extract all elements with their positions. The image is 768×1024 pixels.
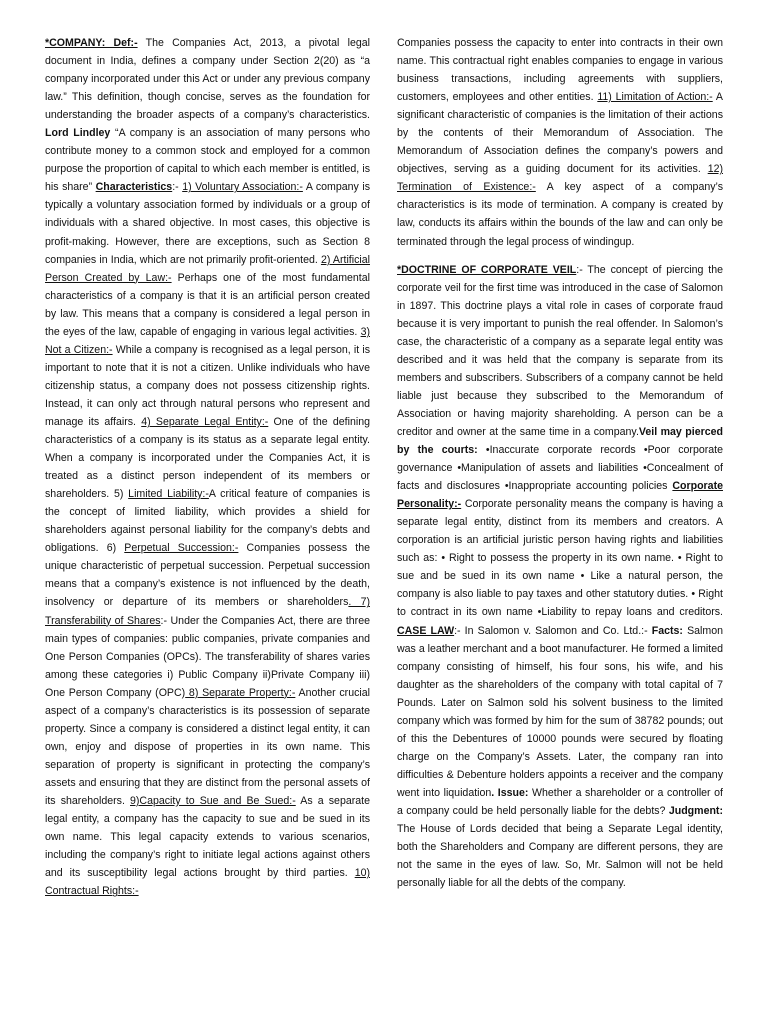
- company-section: [45, 34, 370, 900]
- c6-title: Perpetual Succession:-: [124, 542, 239, 555]
- c4-text: One of the defining characteristics of a company is its status as a separate legal entity. When a company is incorporated under the Companies Act, it is treated as a distinct person independent of its members or shareholders. 5): [45, 415, 370, 501]
- company-continued: [397, 34, 723, 251]
- left-column: [45, 34, 370, 900]
- doctrine-heading: *DOCTRINE OF CORPORATE VEIL: [397, 263, 577, 276]
- judgment-label: Judgment:: [668, 804, 723, 817]
- personality-text: Corporate personality means the company is having a separate legal entity, distinct from its members and creators. A corporation is an artificial juristic person having rights and liabilities such as: • Right to possess the property in its own name. • Right to sue and be sued in its own name • Like a natural person, the company is also liable to pay taxes and other statutory duties. • Right to contract in its own name •Liability to repay loans and creditors.: [397, 498, 723, 619]
- right-column: [397, 34, 723, 892]
- issue-label: . Issue:: [491, 786, 529, 799]
- c1-text: A company is typically a voluntary association formed by individuals or a group of individuals with a shared objective. In most cases, this objective is profit-making. However, there are exceptions, such as Section 8 companies in India, which are not primarily profit-oriented.: [45, 181, 370, 266]
- c11-text: A significant characteristic of companies is the limitation of their actions by the contents of their Memorandum of Association. The Memorandum of Association defines the company’s powers and objectives, serving as a guiding document for its activities.: [397, 91, 723, 176]
- c9-title: 9)Capacity to Sue and Be Sued:-: [130, 794, 296, 807]
- c10-text: Companies possess the capacity to enter into contracts in their own name. This contractual right enables companies to engage in various business transactions, including agreements with suppliers, customers, employees and other entities.: [397, 37, 723, 104]
- case-intro: :- In Salomon v. Salomon and Co. Ltd.:-: [454, 624, 652, 637]
- c2-text: Perhaps one of the most fundamental characteristics of a company is that it is an artificial person created by law. This means that a company is considered a legal person in the eyes of the law, capable of engaging in various legal activities.: [45, 271, 370, 338]
- c5-title: Limited Liability:-: [128, 488, 209, 501]
- c9-text: As a separate legal entity, a company has the capacity to sue and be sued in its own name. This legal capacity extends to various scenarios, including the company’s right to initiate legal actions against others and its susceptibility legal actions brought by third parties.: [45, 794, 370, 880]
- lindley-label: Lord Lindley: [45, 127, 111, 140]
- veil-points: •Inaccurate corporate records •Poor corporate governance •Manipulation of assets and liabilities •Concealment of facts and disclosures •Inappropriate accounting policies: [397, 444, 723, 493]
- c6-text: Companies possess the unique characteristic of perpetual succession. Perpetual succession means that a company’s existence is not influenced by the death, insolvency or departure of its members or shareholders: [45, 542, 370, 609]
- c8-title: 8) Separate Property:-: [185, 686, 296, 699]
- veil-label: Veil may pierced by the courts:: [397, 425, 723, 457]
- c11-title: 11) Limitation of Action:-: [597, 91, 713, 104]
- facts-text: Salmon was a leather merchant and a boot manufacturer. He formed a limited company consisting of himself, his four sons, his wife, and his daughter as the shareholders of the company with total capital of 7 Pounds. Later on Salmon sold his solvent business to the limited company which was formed by him for the sum of 38782 pounds; out of this the Debentures of 10000 pounds were secured by floating charge on the Company’s Assets. Later, the company ran into difficulties & Debenture holders appoints a receiver and the company went into liquidation: [397, 624, 723, 799]
- c7-text: :- Under the Companies Act, there are three main types of companies: public companies, private companies and One Person Companies (OPCs). The transferability of shares varies among these categories i) Public Company ii)Private Company iii) One Person Company (OPC): [45, 614, 370, 699]
- characteristics-sep: :-: [172, 181, 183, 194]
- personality-label: Corporate Personality:-: [397, 480, 723, 511]
- issue-text: Whether a shareholder or a controller of a company could be held personally liable for the debts?: [397, 786, 723, 817]
- lindley-quote: “A company is an association of many persons who contribute money to a common stock and employed for a common purpose the proportion of capital to which each member is entitled, is his share”: [45, 127, 370, 194]
- doctrine-intro: :- The concept of piercing the corporate veil for the first time was introduced in the case of Salomon in 1897. This doctrine plays a vital role in cases of corporate fraud because it is very important to punish the real offender. In Salomon’s case, the characteristic of a company as a separate legal entity was described and it was held that the company is separate from its members and subscribers. Subscribers of a company cannot be held liable just because they subscribed to the Memorandum of Association or having majority shareholding. A person can be a creditor and owner at the same time in a company.: [397, 263, 723, 438]
- c7-title: . 7) Transferability of Shares: [45, 596, 370, 627]
- facts-label: Facts:: [651, 624, 683, 637]
- doctrine-section: [397, 261, 723, 893]
- c3-title: 3) Not a Citizen:-: [45, 325, 370, 356]
- c12-title: 12) Termination of Existence:-: [397, 163, 723, 194]
- c1-title: 1) Voluntary Association:-: [182, 181, 303, 194]
- company-heading: *COMPANY: Def:-: [45, 37, 138, 49]
- characteristics-label: Characteristics: [95, 181, 173, 194]
- case-law-label: CASE LAW: [397, 624, 455, 637]
- judgment-text: The House of Lords decided that being a Separate Legal identity, both the Shareholders and Company are different persons, they are not the same in the eyes of law. So, Mr. Salmon will not be held personally liable for all the debts of the company.: [397, 823, 723, 890]
- c12-text: A key aspect of a company’s characteristics is its mode of termination. A company is created by law, conducts its affairs within the bounds of the law and can only be terminated through the legal process of windingup.: [397, 181, 723, 248]
- c8-text: Another crucial aspect of a company’s characteristics is its possession of separate property. Since a company is considered a distinct legal entity, it can own, enjoy and dispose of properties in its own name. This separation of property is significant in protecting the company’s assets and ensuring that they are distinct from the personal assets of its shareholders.: [45, 686, 370, 807]
- c5-text: A critical feature of companies is the concept of limited liability, which provides a shield for shareholders against personal liability for the company’s debts and obligations. 6): [45, 488, 370, 555]
- company-definition: The Companies Act, 2013, a pivotal legal document in India, defines a company under Section 2(20) as “a company incorporated under this Act or under any previous company law.” This definition, though concise, serves as the foundation for understanding the broader aspects of a company’s characteristics.: [45, 37, 370, 122]
- c3-text: While a company is recognised as a legal person, it is important to note that it is not a citizen. Unlike individuals who have citizenship status, a company does not possess citizenship rights. Instead, it can only act through natural persons who represent and manage its affairs.: [45, 343, 371, 428]
- c2-title: 2) Artificial Person Created by Law:-: [45, 253, 370, 284]
- c10-title: 10) Contractual Rights:-: [45, 867, 370, 898]
- c4-title: 4) Separate Legal Entity:-: [141, 415, 269, 428]
